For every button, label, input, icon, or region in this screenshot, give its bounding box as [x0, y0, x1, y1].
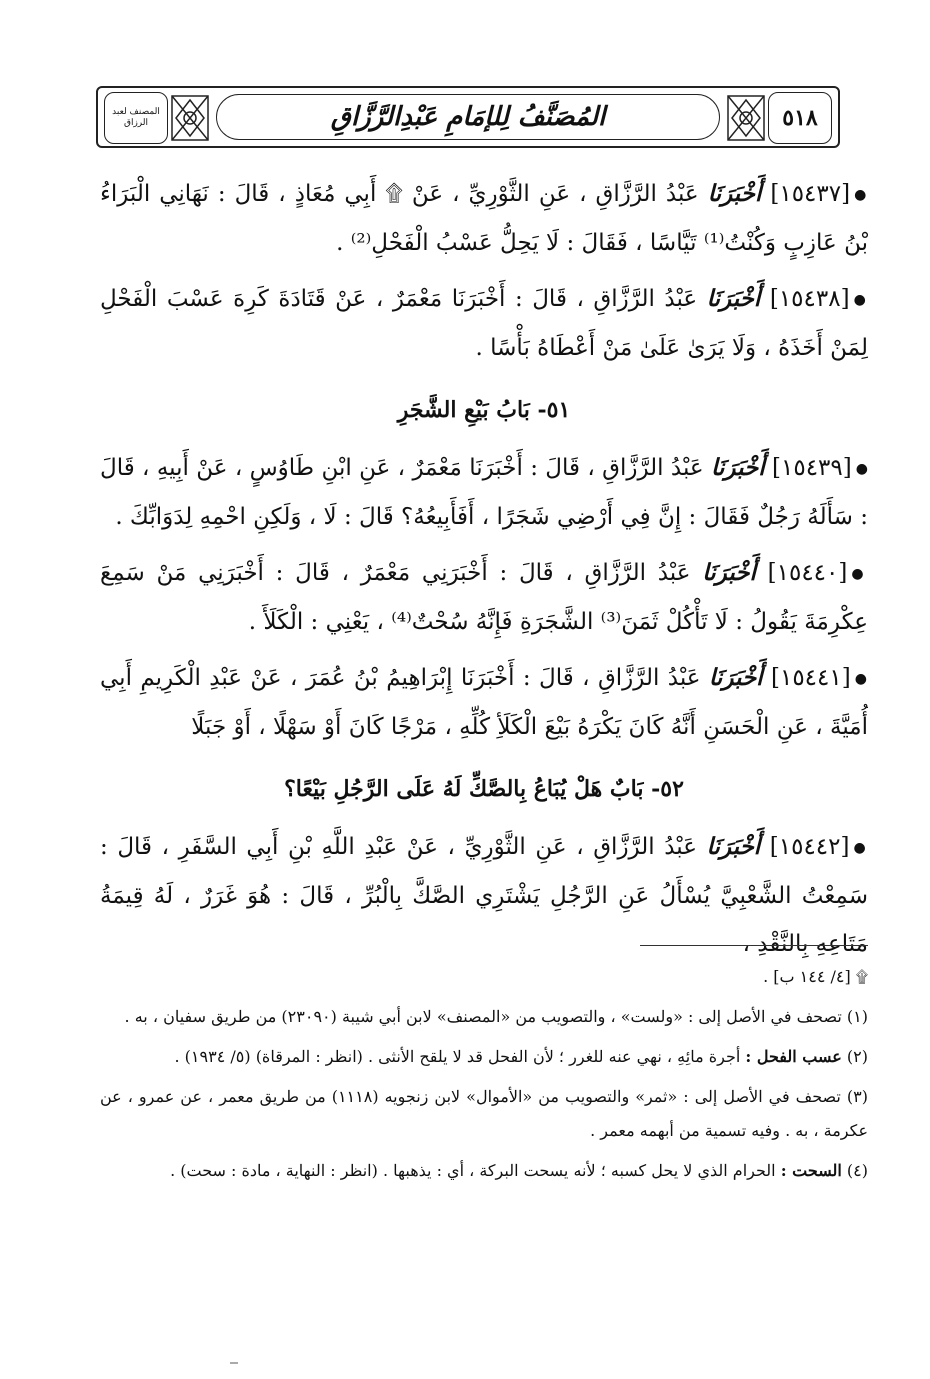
footnote-text: تصحف في الأصل إلى : «ولست» ، والتصويب من «المصنف» لابن أبي شيبة (٢٣٠٩٠) من طريق سفيان ، به . — [124, 1007, 842, 1026]
bullet-icon: ● — [851, 566, 869, 582]
hadith-lead: أَخْبَرَنَا — [706, 833, 761, 860]
footnote-text: تصحف في الأصل إلى : «ثمر» والتصويب من «الأموال» لابن زنجويه (١١١٨) من طريق معمر ، عن عمرو ، عن عكرمة ، به . وفيه تسمية من أبهمه معمر . — [100, 1087, 868, 1140]
chapter-heading: ٥١- بَابُ بَيْعِ الشَّجَرِ — [397, 397, 571, 423]
header-title-frame — [216, 94, 720, 140]
hadith-paragraph — [100, 444, 868, 541]
hadith-paragraph — [100, 654, 868, 751]
ornament-icon — [724, 92, 768, 144]
bullet-icon: ● — [854, 187, 869, 203]
hadith-lead: أَخْبَرَنَا — [707, 180, 762, 207]
footnote-text: الحرام الذي لا يحل كسبه ؛ لأنه يسحت البركة ، أي : يذهبها . (انظر : النهاية ، مادة : سحت) . — [170, 1161, 776, 1180]
hadith-lead: أَخْبَرَنَا — [706, 285, 761, 312]
main-text — [100, 170, 868, 976]
book-title: المُصَنَّفُ لِلإمَامِ عَبْدِالرَّزَّاقِ — [330, 102, 606, 132]
footnote-divider — [640, 945, 868, 946]
ornament-icon — [168, 92, 212, 144]
hadith-text: عَبْدُ الرَّزَّاقِ ، قَالَ : أَخْبَرَنَا مَعْمَرٌ ، عَنِ ابْنِ طَاوُسٍ ، عَنْ أَبِيهِ ، قَالَ : سَأَلَهُ رَجُلٌ فَقَالَ : إِنَّ فِي أَرْضِي شَجَرًا ، أَفَأَبِيعُهُ؟ قَالَ : لَا ، وَلَكِنِ احْمِهِ لِدَوَابِّكَ . — [100, 455, 868, 530]
emblem-text: المصنف لعبد الرزاق — [112, 107, 160, 128]
footnote — [100, 1040, 868, 1074]
page-header — [96, 86, 840, 148]
footnote-number: (١) — [846, 1007, 868, 1026]
scan-mark — [230, 1362, 238, 1364]
bullet-icon: ● — [854, 671, 869, 687]
chapter-heading: ٥٢- بَابٌ هَلْ يُبَاعُ بِالصَّكِّ لَهُ عَلَى الرَّجُلِ بَيْعًا؟ — [284, 776, 684, 802]
bullet-icon: ● — [853, 292, 869, 308]
hadith-paragraph — [100, 275, 868, 372]
hadith-paragraph — [100, 170, 868, 267]
hadith-number: [١٥٤٣٧] — [770, 181, 851, 207]
footnote-term: السحت : — [780, 1161, 842, 1180]
hadith-paragraph — [100, 823, 868, 968]
page-number: ٥١٨ — [768, 92, 832, 144]
footnote-number: (٣) — [846, 1087, 868, 1106]
footnote — [100, 1080, 868, 1148]
folio-marker: ۩ [٤/ ١٤٤ ب] . — [763, 967, 868, 986]
footnote-number: (٢) — [846, 1047, 868, 1066]
bullet-icon: ● — [855, 461, 869, 477]
hadith-lead: أَخْبَرَنَا — [708, 664, 763, 691]
hadith-number: [١٥٤٤٠] — [767, 560, 848, 586]
bullet-icon: ● — [853, 840, 868, 856]
footnotes — [100, 960, 868, 1194]
hadith-number: [١٥٤٤١] — [770, 665, 851, 691]
hadith-text: عَبْدُ الرَّزَّاقِ ، قَالَ : أَخْبَرَنَا إِبْرَاهِيمُ بْنُ عُمَرَ ، عَنْ عَبْدِ الْكَرِيمِ أَبِي أُمَيَّةَ ، عَنِ الْحَسَنِ أَنَّهُ كَانَ يَكْرَهُ بَيْعَ الْكَلَأِ كُلِّهِ ، مَرْجًا كَانَ أَوْ سَهْلًا ، أَوْ جَبَلًا — [100, 665, 868, 740]
footnote — [100, 1154, 868, 1188]
hadith-number: [١٥٤٤٢] — [769, 834, 850, 860]
hadith-text: عَبْدُ الرَّزَّاقِ ، قَالَ : أَخْبَرَنَا مَعْمَرٌ ، عَنْ قَتَادَةَ كَرِهَ عَسْبَ الْفَحْلِ لِمَنْ أَخَذَهُ ، وَلَا يَرَىٰ عَلَىٰ مَنْ أَعْطَاهُ بَأْسًا . — [100, 286, 868, 361]
footnote-text: أجرة مائِهِ ، نهي عنه للغرر ؛ لأن الفحل قد لا يلقح الأنثى . (انظر : المرقاة) (٥/ ١٩٣٤) . — [174, 1047, 741, 1066]
hadith-number: [١٥٤٣٨] — [769, 286, 850, 312]
footnote — [100, 1000, 868, 1034]
hadith-number: [١٥٤٣٩] — [772, 455, 852, 481]
hadith-text: عَبْدُ الرَّزَّاقِ ، قَالَ : أَخْبَرَنِي مَعْمَرٌ ، قَالَ : أَخْبَرَنِي مَنْ سَمِعَ عِكْرِمَةَ يَقُولُ : لَا تَأْكُلْ ثَمَنَ⁽³⁾ الشَّجَرَةِ فَإِنَّهُ سُحْتٌ⁽⁴⁾ ، يَعْنِي : الْكَلَأَ . — [100, 560, 868, 635]
hadith-lead: أَخْبَرَنَا — [711, 454, 765, 481]
hadith-lead: أَخْبَرَنَا — [702, 559, 756, 586]
hadith-text: عَبْدُ الرَّزَّاقِ ، عَنِ الثَّوْرِيِّ ، عَنْ ۩ أَبِي مُعَاذٍ ، قَالَ : نَهَانِي الْبَرَاءُ بْنُ عَازِبٍ وَكُنْتُ⁽¹⁾ تَيَّاسًا ، فَقَالَ : لَا يَحِلُّ عَسْبُ الْفَحْلِ⁽²⁾ . — [100, 181, 868, 256]
book-emblem — [104, 92, 168, 144]
footnote-number: (٤) — [846, 1161, 868, 1180]
hadith-paragraph — [100, 549, 868, 646]
hadith-text: عَبْدُ الرَّزَّاقِ ، عَنِ الثَّوْرِيِّ ، عَنْ عَبْدِ اللَّهِ بْنِ أَبِي السَّفَرِ ، قَالَ : سَمِعْتُ الشَّعْبِيَّ يُسْأَلُ عَنِ الرَّجُلِ يَشْتَرِي الصَّكَّ بِالْبُرِّ ، قَالَ : هُوَ غَرَرٌ ، لَهُ قِيمَةُ مَتَاعِهِ بِالنَّقْدِ ، — [100, 834, 868, 957]
footnote-term: عسب الفحل : — [745, 1047, 842, 1066]
